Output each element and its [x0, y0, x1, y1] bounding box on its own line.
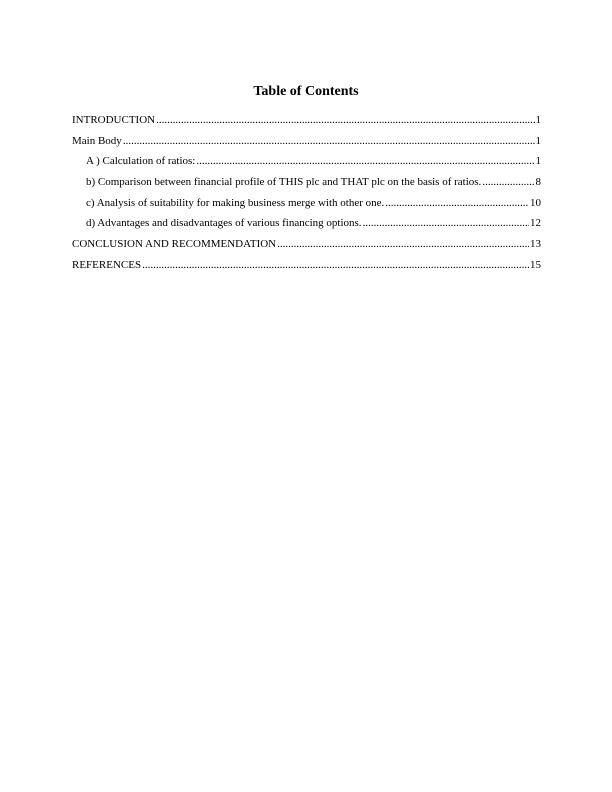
toc-entry-page: 1 [535, 114, 541, 126]
toc-dot-leader [385, 196, 529, 210]
toc-entry-page: 12 [530, 217, 541, 230]
toc-dot-leader [196, 154, 534, 168]
toc-entry-text: b) Comparison between financial profile of THIS plc and THAT plc on the basis of ratios. [86, 176, 482, 189]
toc-entry-advantages-disadvantages[interactable] [72, 216, 541, 237]
toc-dot-leader [277, 237, 529, 251]
toc-entry-references[interactable] [72, 258, 541, 279]
toc-entry-text: INTRODUCTION [72, 114, 156, 126]
toc-entry-conclusion[interactable] [72, 237, 541, 258]
toc-dot-leader [363, 216, 529, 230]
toc-entry-page: 10 [530, 196, 541, 209]
toc-dot-leader [482, 175, 534, 189]
toc-entry-comparison-financial-profile[interactable] [72, 175, 541, 196]
toc-entry-main-body[interactable] [72, 134, 541, 155]
toc-entry-page: 15 [530, 258, 541, 271]
toc-entry-text: d) Advantages and disadvantages of various financing options. [86, 217, 362, 230]
toc-entry-text: Main Body [72, 134, 122, 147]
toc-dot-leader [142, 258, 529, 272]
toc-entry-text: A ) Calculation of ratios: [86, 155, 196, 168]
toc-list [72, 113, 541, 279]
toc-dot-leader [123, 134, 535, 148]
toc-entry-text: c) Analysis of suitability for making business merge with other one. [86, 196, 385, 209]
toc-entry-text: CONCLUSION AND RECOMMENDATION [72, 238, 277, 251]
toc-entry-page: 1 [535, 155, 541, 168]
toc-entry-text: REFERENCES [72, 258, 142, 271]
toc-title: Table of Contents [253, 84, 359, 99]
toc-entry-page: 1 [535, 134, 541, 147]
toc-entry-page: 13 [530, 238, 541, 251]
toc-entry-page: 8 [535, 176, 541, 189]
toc-entry-calculation-of-ratios[interactable] [72, 154, 541, 175]
toc-entry-analysis-of-suitability[interactable] [72, 196, 541, 217]
toc-entry-introduction[interactable] [72, 113, 541, 134]
toc-dot-leader [156, 113, 534, 127]
